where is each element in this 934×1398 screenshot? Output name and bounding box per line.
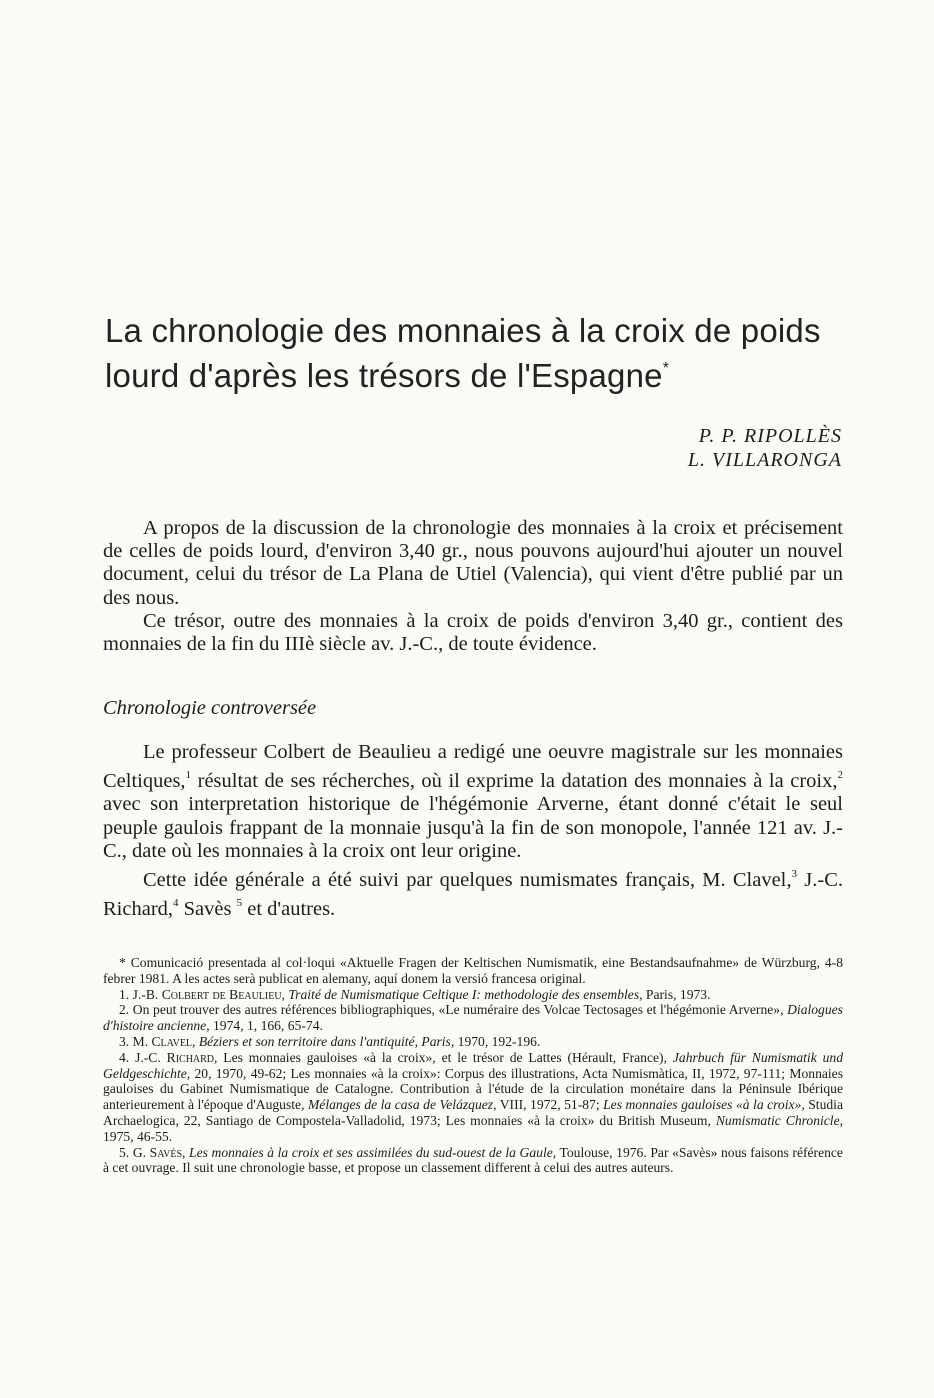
footnote-ref: 3 [791,868,798,881]
text-run: 1974, 1, 166, 65-74. [209,1018,323,1034]
footnote-author: G. Savès, [132,1144,186,1160]
footnote-work: Numismatic Chronicle, [715,1112,844,1128]
text-run: 4. [119,1049,130,1065]
footnote-star: * Comunicació presentada al col·loqui «Aktuelle Fragen der Keltischen Numismatik, eine Bestandsaufnahme» de Würzburg, 4-8 febrer 1981. A les actes serà publicat en alemany, aquí donem la versió francesa original. [103,955,843,986]
footnote-ref: 2 [837,769,843,782]
author-ripolles: P. P. RIPOLLÈS [698,425,842,447]
section-heading: Chronologie controversée [103,697,317,719]
text-run: Studia Archaelogica, 22, Santiago de Compostela-Valladolid, 1973; Les monnaies «à la croix» du British Museum, [103,1097,843,1128]
text-run: Cette idée générale a été suivi par quelques numismates français, M. Clavel, [143,869,792,892]
footnote-work: Dialogues d'histoire ancienne, [103,1002,843,1034]
text-run: Savès [178,898,237,921]
text-run: Le professeur Colbert de Beaulieu a redigé une oeuvre magistrale sur les monnaies Celtiques, [103,741,843,793]
footnote-work: Les monnaies gauloises «à la croix», [603,1097,805,1113]
section-paragraph-1 [103,741,843,863]
footnote-work: Jahrbuch für Numismatik und Geldgeschichte, [103,1049,843,1081]
text-run: 20, 1970, 49-62; Les monnaies «à la croix»: Corpus des illustrations, Acta Numismàtica, II, 1972, 97-111; Monnaies gauloises du Gabinet Numismatique de Catalogne. Contribution à l'étude de la circulation monétaire dans la Péninsule Ibérique anterieurement à l'époque d'Auguste, [103,1065,843,1113]
intro-section [103,517,843,656]
footnote-author: J.-B. Colbert de Beaulieu, [132,986,285,1002]
article-title-text: La chronologie des monnaies à la croix de poids lourd d'après les trésors de l'Espagne [105,312,821,394]
footnote-5 [103,1145,843,1177]
section-paragraph-2 [103,863,843,921]
footnote-work: Traité de Numismatique Celtique I: methodologie des ensembles, [288,986,643,1002]
text-run: 2. On peut trouver des autres références bibliographiques, «Le numéraire des Volcae Tectosages et l'hégémonie Arverne», [119,1002,784,1018]
author-block [688,424,842,472]
section-body [103,741,843,921]
text-run: Les monnaies gauloises «à la croix», et le trésor de Lattes (Hérault, France), [217,1049,667,1065]
text-run: Paris, 1973. [642,986,711,1002]
footnote-3 [103,1034,843,1050]
footnote-author: J.-C. Richard, [135,1049,218,1065]
article-title [105,312,865,395]
intro-paragraph-1: A propos de la discussion de la chronologie des monnaies à la croix et précisement de celles de poids lourd, d'environ 3,40 gr., nous pouvons aujourd'hui ajouter un nouvel document, celui du trésor de La Plana de Utiel (Valencia), qui vient d'être publié par un des nous. [103,517,843,609]
footnote-ref: 1 [185,769,192,782]
footnote-1 [103,987,843,1003]
text-run: J.-C. Richard, [103,869,844,921]
author-villaronga: L. VILLARONGA [687,449,842,471]
footnote-2 [103,1002,843,1034]
text-run: et d'autres. [242,898,336,921]
footnote-4 [103,1050,843,1145]
footnote-work: Mélanges de la casa de Velázquez, [307,1097,497,1113]
text-run: résultat de ses récherches, où il exprime la datation des monnaies à la croix, [191,770,838,793]
text-run: 1975, 46-55. [103,1128,173,1144]
footnote-ref: 4 [173,897,179,910]
text-run: 3. [119,1033,130,1049]
footnotes [103,955,843,1176]
text-run: 5. [119,1144,130,1160]
footnote-work: Les monnaies à la croix et ses assimilées du sud-ouest de la Gaule, [189,1144,557,1160]
text-run: Toulouse, 1976. Par «Savès» nous faisons référence à cet ouvrage. Il suit une chronologie basse, et propose un classement different à celui des autres auteurs. [103,1144,843,1176]
title-footnote-mark: * [662,360,670,377]
text-run: 1970, 192-196. [454,1033,541,1049]
text-run: VIII, 1972, 51-87; [496,1097,600,1113]
footnote-work: Béziers et son territoire dans l'antiquité, Paris, [198,1033,455,1049]
text-run: 1. [119,986,130,1002]
footnote-author: M. Clavel, [132,1033,196,1049]
intro-paragraph-2: Ce trésor, outre des monnaies à la croix de poids d'environ 3,40 gr., contient des monnaies de la fin du IIIè siècle av. J.-C., de toute évidence. [103,609,843,656]
text-run: avec son interpretation historique de l'hégémonie Arverne, étant donné c'était le seul peuple gaulois frappant de la monnaie jusqu'à la fin de son monopole, l'année 121 av. J.-C., date où les monnaies à la croix ont leur origine. [103,793,843,862]
footnote-ref: 5 [236,897,243,910]
